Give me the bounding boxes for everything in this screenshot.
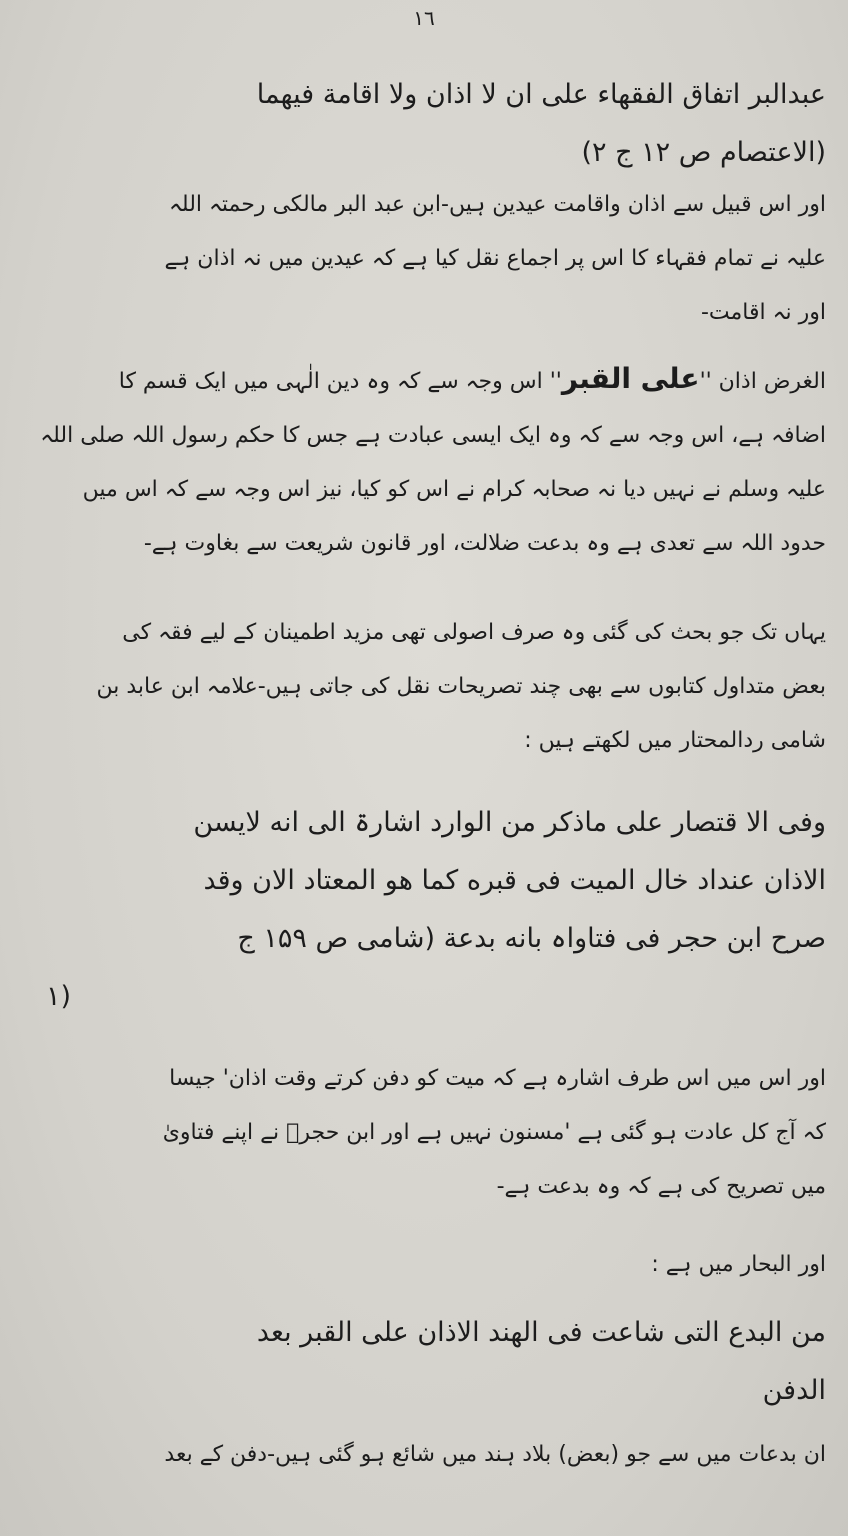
text-line xyxy=(28,352,826,409)
text-line: اور اس قبیل سے اذان واقامت عیدین ہیں-ابن عبد البر مالکی رحمتہ اللہ xyxy=(169,192,826,217)
page-number: ۱٦ xyxy=(413,6,435,30)
urdu-paragraph-ishara xyxy=(28,1052,826,1214)
urdu-paragraph-bahs xyxy=(28,606,826,768)
quote-line: الاذان عنداد خال المیت فی قبره کما ھو المعتاد الان وقد xyxy=(203,865,826,896)
text-line: شامی ردالمحتار میں لکھتے ہیں : xyxy=(524,728,826,753)
urdu-paragraph-al-gharaz xyxy=(28,352,826,571)
arabic-quote-bida-hind xyxy=(40,1304,826,1420)
quote-line: الدفن xyxy=(762,1375,826,1406)
quote-citation: (الاعتصام ص ۱۲ ج ۲) xyxy=(581,137,826,168)
text-line: اور نہ اقامت- xyxy=(700,300,826,325)
quote-line: وفی الا قتصار علی ماذکر من الوارد اشارۃ الی انه لایسن xyxy=(193,807,826,838)
urdu-paragraph-eidain xyxy=(28,178,826,340)
text-line: اور اس میں اس طرف اشارہ ہے کہ میت کو دفن کرتے وقت اذان' جیسا xyxy=(169,1066,826,1091)
emphasis-ala-al-qabr: علی القبر xyxy=(561,362,700,395)
text-line: میں تصریح کی ہے کہ وہ بدعت ہے- xyxy=(496,1174,826,1199)
quote-citation: ۱) xyxy=(46,981,72,1012)
quote-line: صرح ابن حجر فی فتاواہ بانه بدعة (شامی ص ۱۵۹ ج xyxy=(237,923,826,954)
text-line: ان بدعات میں سے جو (بعض) بلاد ہند میں شائع ہو گئی ہیں-دفن کے بعد xyxy=(164,1442,826,1467)
text-line: اضافہ ہے، اس وجہ سے کہ وہ ایک ایسی عبادت ہے جس کا حکم رسول اللہ صلی اللہ xyxy=(40,423,826,448)
text-line: کہ آج کل عادت ہو گئی ہے 'مسنون نہیں ہے اور ابن حجرؒ نے اپنے فتاویٰ xyxy=(162,1120,826,1145)
text-line: اور البحار میں ہے : xyxy=(651,1252,826,1277)
text-line: یہاں تک جو بحث کی گئی وہ صرف اصولی تھی مزید اطمینان کے لیے فقہ کی xyxy=(122,620,826,645)
text-line: علیہ نے تمام فقہاء کا اس پر اجماع نقل کیا ہے کہ عیدین میں نہ اذان ہے xyxy=(164,246,826,271)
text-line: حدود اللہ سے تعدی ہے وہ بدعت ضلالت، اور قانون شریعت سے بغاوت ہے- xyxy=(143,531,826,556)
text-line: علیہ وسلم نے نہیں دیا نہ صحابہ کرام نے اس کو کیا، نیز اس وجہ سے کہ اس میں xyxy=(82,477,826,502)
text-line: بعض متداول کتابوں سے بھی چند تصریحات نقل کی جاتی ہیں-علامہ ابن عابد بن xyxy=(96,674,826,699)
quote-line: عبدالبر اتفاق الفقهاء علی ان لا اذان ولا اقامة فیھما xyxy=(256,79,826,110)
quote-line: من البدع التی شاعت فی الھند الاذان علی القبر بعد xyxy=(256,1317,826,1348)
text-fragment: الغرض اذان '' xyxy=(699,369,826,394)
urdu-paragraph-bidaat xyxy=(28,1428,826,1482)
arabic-quote-shami xyxy=(40,794,826,1026)
urdu-paragraph-al-bihar xyxy=(28,1238,826,1292)
text-fragment: '' اس وجہ سے کہ وہ دین الٰہی میں ایک قسم کا xyxy=(118,369,562,394)
arabic-quote-ijma-adhan xyxy=(28,66,826,182)
